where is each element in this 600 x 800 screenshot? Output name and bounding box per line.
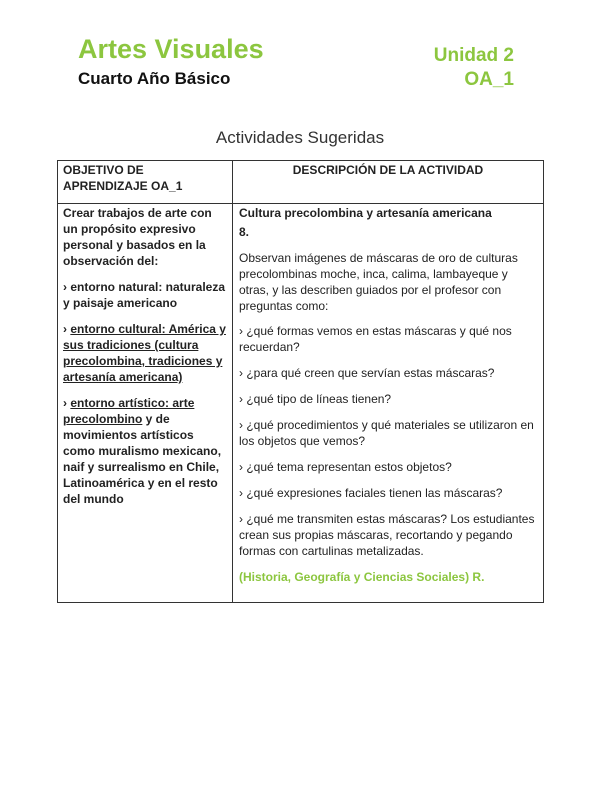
objective-natural: › entorno natural: naturaleza y paisaje americano xyxy=(63,280,226,310)
question-item: › ¿qué me transmiten estas máscaras? Los estudiantes crean sus propias máscaras, recortando y pegando formas con cartulinas metalizadas. xyxy=(239,512,535,558)
objective-cultural-link[interactable]: entorno cultural: América y sus tradiciones (cultura precolombina, tradiciones y artesanía americana) xyxy=(63,322,226,384)
header-objective xyxy=(58,161,233,204)
objective-intro: Crear trabajos de arte con un propósito expresivo personal y basados en la observación del: xyxy=(63,206,212,268)
activities-table xyxy=(57,160,544,603)
objective-cell xyxy=(58,204,233,603)
unit-label: Unidad 2 xyxy=(433,45,514,66)
question-item: › ¿qué tipo de líneas tienen? xyxy=(239,392,392,406)
header-objective-line1: OBJETIVO DE xyxy=(63,163,144,177)
oa-label: OA_1 xyxy=(464,69,514,90)
activity-intro: Observan imágenes de máscaras de oro de culturas precolombinas moche, inca, calima, lambayeque y otras, y las describen guiados por el profesor con preguntas como: xyxy=(239,251,518,313)
objective-artistic xyxy=(63,395,227,507)
activity-title: Cultura precolombina y artesanía americana xyxy=(239,206,492,220)
objective-artistic-rest: y de movimientos artísticos como muralismo mexicano, naif y surrealismo en Chile, Latinoamérica y en el resto del mundo xyxy=(63,412,222,506)
grade-subtitle: Cuarto Año Básico xyxy=(78,69,231,88)
header-objective-line2: APRENDIZAJE OA_1 xyxy=(63,179,183,193)
table-header-row xyxy=(58,161,544,204)
question-item: › ¿qué tema representan estos objetos? xyxy=(239,460,452,474)
section-title: Actividades Sugeridas xyxy=(215,128,385,147)
header-description: DESCRIPCIÓN DE LA ACTIVIDAD xyxy=(233,161,544,204)
objective-cultural xyxy=(63,321,227,385)
activity-number: 8. xyxy=(239,225,250,239)
question-item: › ¿qué expresiones faciales tienen las máscaras? xyxy=(239,486,503,500)
cross-curricular-reference: (Historia, Geografía y Ciencias Sociales) R. xyxy=(239,570,485,584)
bullet-prefix: › xyxy=(63,322,71,336)
question-item: › ¿qué formas vemos en estas máscaras y qué nos recuerdan? xyxy=(239,324,512,354)
subject-title: Artes Visuales xyxy=(78,34,264,64)
objective-artistic-link[interactable]: entorno artístico: arte precolombino xyxy=(63,396,195,426)
description-cell xyxy=(233,204,544,603)
question-item: › ¿qué procedimientos y qué materiales se utilizaron en los objetos que vemos? xyxy=(239,418,534,448)
bullet-prefix: › xyxy=(63,396,71,410)
question-item: › ¿para qué creen que servían estas máscaras? xyxy=(239,366,495,380)
table-row xyxy=(58,204,544,603)
